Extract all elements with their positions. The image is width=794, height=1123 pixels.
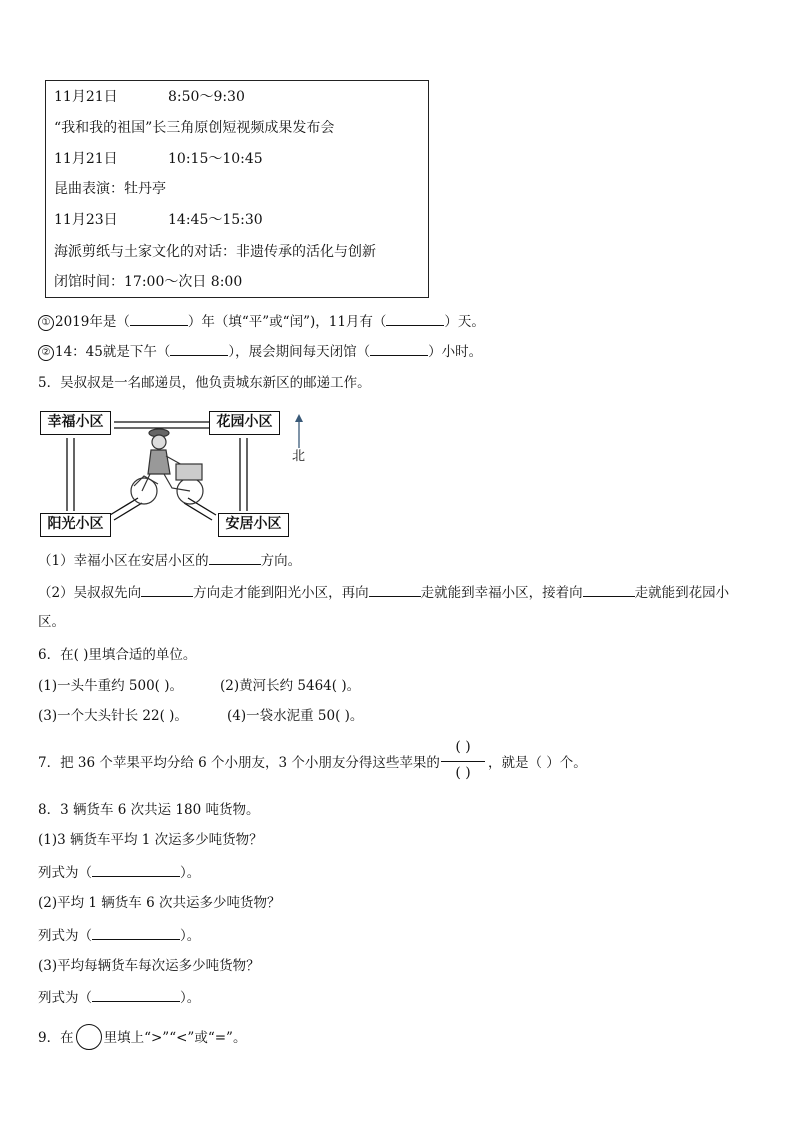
schedule-row: 昆曲表演：牡丹亭 (54, 181, 166, 197)
answer-blank[interactable] (369, 583, 421, 597)
q7-fraction[interactable] (441, 739, 485, 785)
q4-line-1: ① 2019年是（ ）年（填“平”或“闰”)，11月有（ ）天。 (38, 312, 485, 331)
q6-item-4: (4)一袋水泥重 50( )。 (227, 708, 364, 724)
q4-line-2: ② 14：45就是下午（ ），展会期间每天闭馆（ ）小时。 (38, 342, 482, 361)
q8-title: 8．3 辆货车 6 次共运 180 吨货物。 (38, 802, 260, 818)
map-label-ne: 花园小区 (209, 411, 280, 435)
answer-blank[interactable] (130, 312, 188, 326)
north-label: 北 (292, 449, 306, 464)
answer-blank[interactable] (92, 988, 180, 1002)
answer-blank[interactable] (92, 863, 180, 877)
q5-part-2: （2）吴叔叔先向 方向走才能到阳光小区，再向 走就能到幸福小区，接着向 走就能到花园小 (38, 585, 730, 601)
schedule-row: 11月21日 8:50～9:30 (54, 89, 245, 105)
map-label-nw: 幸福小区 (40, 411, 111, 435)
answer-blank[interactable] (170, 342, 228, 356)
q8-sub-2: (2)平均 1 辆货车 6 次共运多少吨货物？ (38, 895, 281, 911)
q8-formula-3: 列式为（ ）。 (38, 990, 201, 1006)
answer-blank[interactable] (209, 551, 261, 565)
map-label-sw: 阳光小区 (40, 513, 111, 537)
answer-blank[interactable] (141, 583, 193, 597)
q5-part-1: （1）幸福小区在安居小区的 方向。 (38, 553, 302, 569)
q6-item-2: (2)黄河长约 5464( )。 (220, 678, 361, 694)
answer-blank[interactable] (386, 312, 444, 326)
compare-circle-icon (76, 1024, 102, 1050)
q7-text: 7．把 36 个苹果平均分给 6 个小朋友，3 个小朋友分得这些苹果的 (38, 755, 440, 771)
schedule-box (45, 80, 429, 298)
fraction-denominator: ( ) (455, 765, 471, 781)
map-figure (38, 408, 338, 540)
answer-blank[interactable] (92, 926, 180, 940)
schedule-row: 闭馆时间：17:00～次日 8:00 (54, 274, 243, 290)
schedule-row: “我和我的祖国”长三角原创短视频成果发布会 (54, 120, 335, 136)
q6-title: 6．在( )里填合适的单位。 (38, 647, 197, 663)
map-label-se: 安居小区 (218, 513, 289, 537)
q8-formula-1: 列式为（ ）。 (38, 865, 201, 881)
answer-blank[interactable] (583, 583, 635, 597)
q8-sub-3: (3)平均每辆货车每次运多少吨货物？ (38, 958, 260, 974)
q5-part-2-cont: 区。 (38, 614, 65, 630)
q8-formula-2: 列式为（ ）。 (38, 928, 201, 944)
schedule-row: 11月21日 10:15～10:45 (54, 151, 263, 167)
answer-blank[interactable] (370, 342, 428, 356)
fraction-numerator: ( ) (455, 739, 471, 755)
q6-item-1: (1)一头牛重约 500( )。 (38, 678, 184, 694)
q7-text-end: ，就是（ ）个。 (488, 755, 587, 771)
q5-title: 5．吴叔叔是一名邮递员，他负责城东新区的邮递工作。 (38, 375, 371, 391)
q9-text: 9．在 里填上“>”“<”或“=”。 (38, 1024, 246, 1050)
schedule-row: 海派剪纸与土家文化的对话：非遗传承的活化与创新 (54, 244, 376, 260)
q8-sub-1: (1)3 辆货车平均 1 次运多少吨货物？ (38, 832, 263, 848)
fraction-bar (441, 761, 485, 762)
schedule-row: 11月23日 14:45～15:30 (54, 212, 263, 228)
postman-bicycle-icon (131, 429, 203, 504)
q6-item-3: (3)一个大头针长 22( )。 (38, 708, 188, 724)
